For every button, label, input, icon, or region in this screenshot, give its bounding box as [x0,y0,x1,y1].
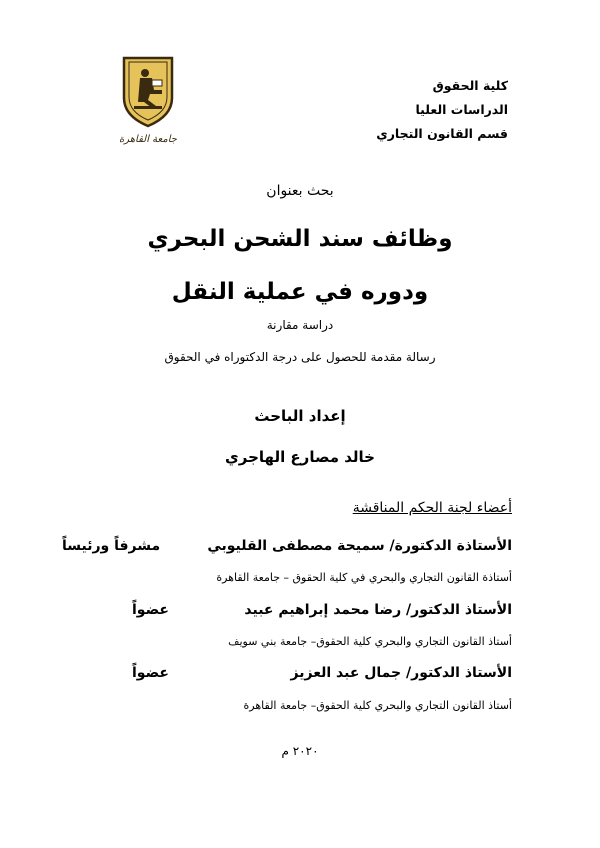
study-type: دراسة مقارنة [266,318,334,332]
committee-member-affiliation: أستاذ القانون التجاري والبحري كلية الحقوق– جامعة بني سويف [228,635,512,648]
thesis-title-line2: ودوره في عملية النقل [171,279,429,305]
committee-member-affiliation: أستاذ القانون التجاري والبحري كلية الحقوق– جامعة القاهرة [243,699,512,712]
thesis-purpose: رسالة مقدمة للحصول على درجة الدكتوراه في الحقوق [164,350,436,364]
committee-member-name: الأستاذ الدكتور/ رضا محمد إبراهيم عبيد [244,602,512,618]
committee-member-affiliation: أستاذة القانون التجاري والبحري في كلية الحقوق – جامعة القاهرة [216,571,512,584]
researcher-name: خالد مصارع الهاجري [225,448,375,466]
submission-year: ٢٠٢٠ م [281,744,319,758]
research-intro: بحث بعنوان [266,183,334,199]
thesis-title-line1: وظائف سند الشحن البحري [147,226,453,252]
committee-member-role: مشرفاً ورئيساً [62,538,161,554]
committee-heading: أعضاء لجنة الحكم المناقشة [352,500,512,516]
prepared-by-label: إعداد الباحث [254,407,346,425]
committee-member-name: الأستاذ الدكتور/ جمال عبد العزيز [290,665,512,681]
committee-member-role: عضواً [132,602,169,618]
committee-member-role: عضواً [132,665,169,681]
committee-member-name: الأستاذة الدكتورة/ سميحة مصطفى القليوبي [207,538,512,554]
department-name: قسم القانون التجاري [376,126,508,141]
logo-text: جامعة القاهرة [119,134,177,145]
faculty-name: كلية الحقوق [432,78,508,93]
postgraduate-studies: الدراسات العليا [415,102,508,117]
cairo-university-logo [118,54,178,146]
